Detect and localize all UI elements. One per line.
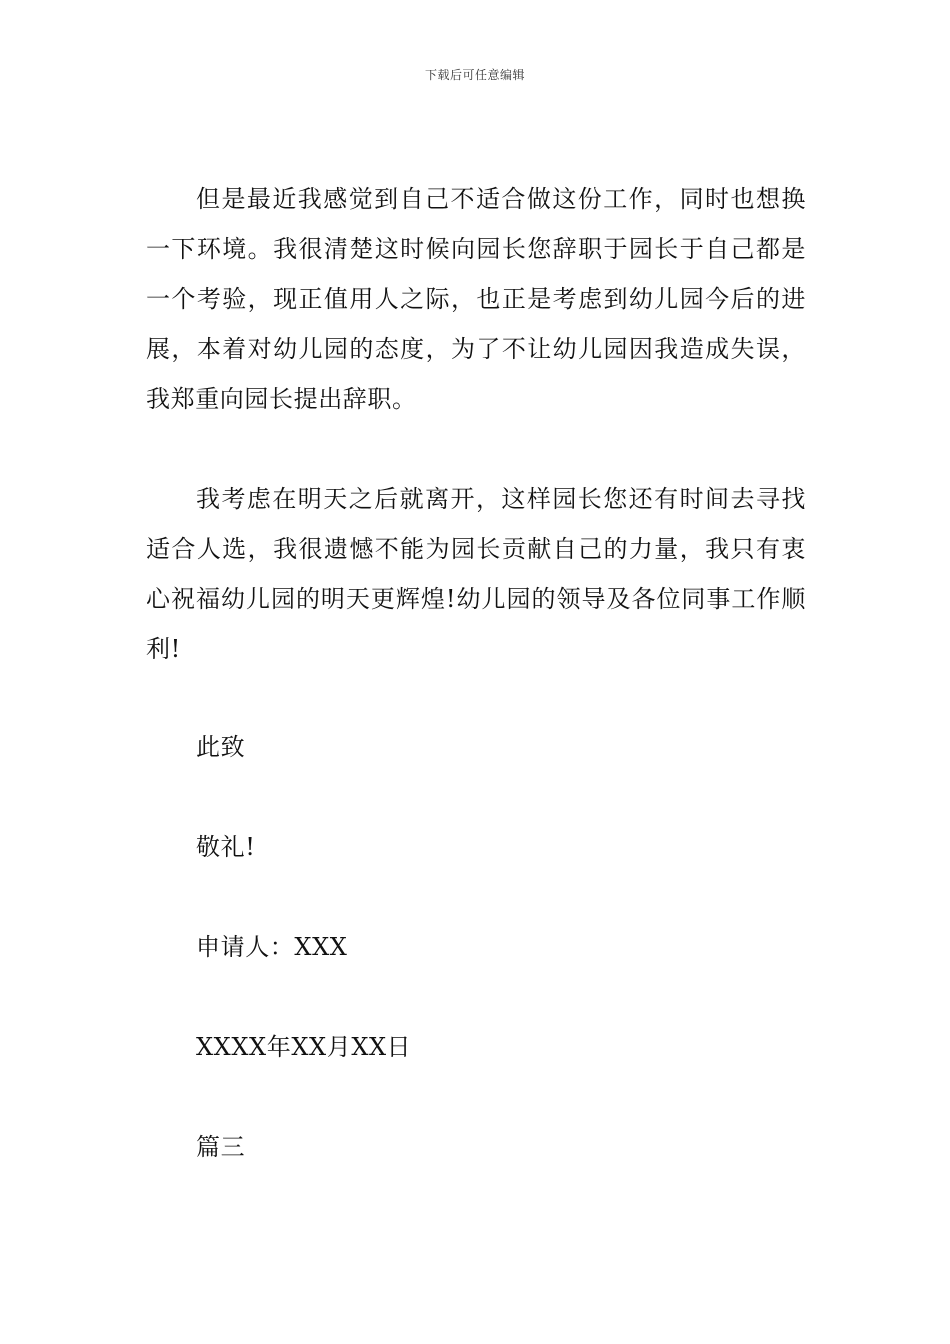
closing-line: 此致 bbox=[196, 733, 246, 761]
date-line: XXXX年XX月XX日 bbox=[196, 1033, 412, 1061]
header-note: 下载后可任意编辑 bbox=[424, 68, 525, 82]
section-heading: 篇三 bbox=[196, 1133, 246, 1161]
paragraph-farewell: 我考虑在明天之后就离开，这样园长您还有时间去寻找适合人选，我很遗憾不能为园长贡献自己的力量，我只有衷心祝福幼儿园的明天更辉煌!幼儿园的领导及各位同事工作顺利! bbox=[146, 485, 806, 663]
applicant-line: 申请人：XXX bbox=[196, 933, 348, 961]
paragraph-reason: 但是最近我感觉到自己不适合做这份工作，同时也想换一下环境。我很清楚这时候向园长您辞职于园长于自己都是一个考验，现正值用人之际，也正是考虑到幼儿园今后的进展，本着对幼儿园的态度，为了不让幼儿园因我造成失误，我郑重向园长提出辞职。 bbox=[146, 185, 806, 413]
salute-line: 敬礼! bbox=[196, 833, 256, 861]
